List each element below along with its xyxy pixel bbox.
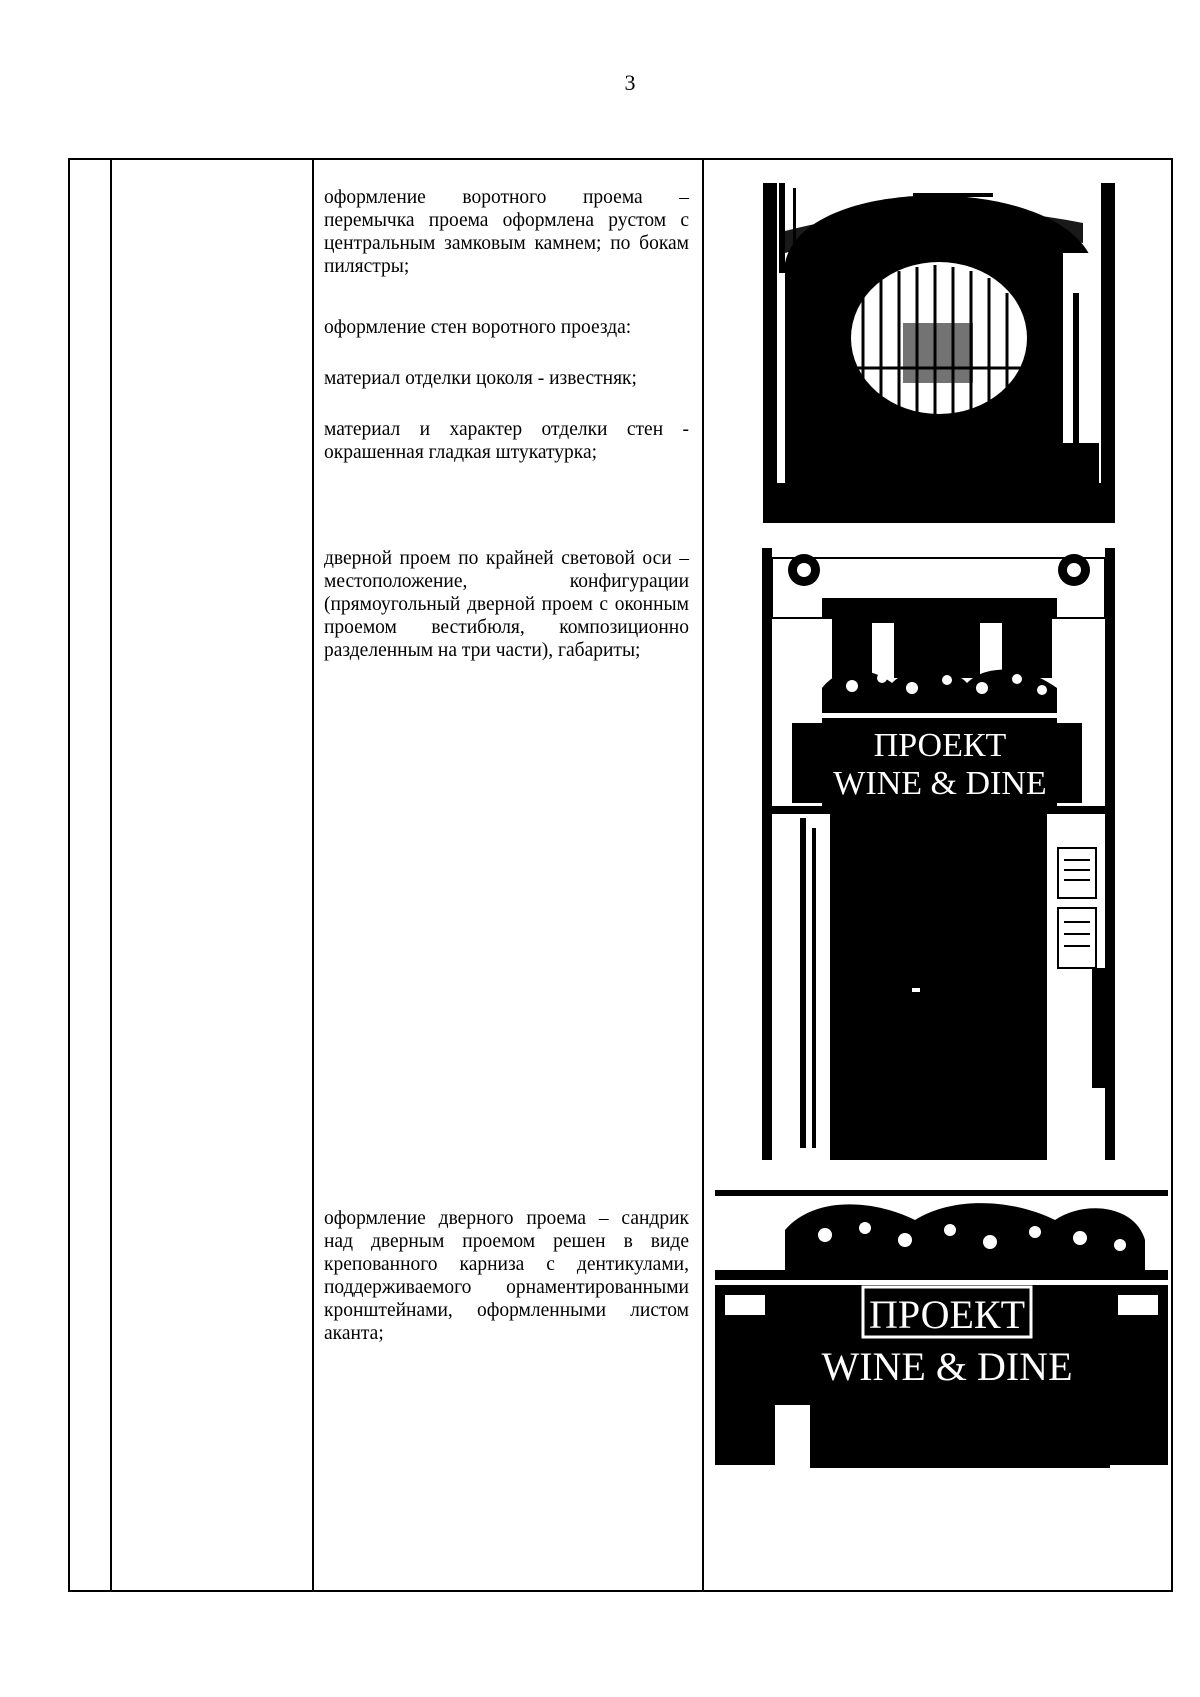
door-opening-text: дверной проем по крайней световой оси – местоположение, конфигурации (прямоугольный дверной проем с оконным проемом вестибюля, композиционно разделенным на три части), габариты; [324,548,689,661]
description-text-block-6 [324,1207,689,1345]
gate-arch-photo [763,183,1115,523]
pediment-photo [715,1190,1168,1468]
description-text-block-2 [324,316,689,339]
pediment-sign-line2: WINE & DINE [821,1344,1073,1389]
description-text-block-3 [324,367,689,390]
door-photo [762,548,1115,1160]
pediment-sign-line1: ПРОЕКТ [868,1292,1026,1337]
plinth-material-text: материал отделки цоколя - известняк; [324,368,637,389]
column-divider-2 [312,160,314,1590]
door-decoration-text: оформление дверного проема – сандрик над дверным проемом решен в виде крепованного карниза с дентикулами, поддерживаемого орнаментированными кронштейнами, оформленными листом аканта; [324,1208,689,1344]
description-text-block-5 [324,547,689,662]
wall-finish-text: материал и характер отделки стен - окрашенная гладкая штукатурка; [324,419,689,463]
column-divider-3 [702,160,704,1590]
gate-walls-text: оформление стен воротного проезда: [324,317,632,338]
description-text-block-4 [324,418,689,464]
column-divider-1 [110,160,112,1590]
door-sign-line2: WINE & DINE [833,765,1047,802]
description-text-block-1 [324,186,689,278]
gate-opening-text: оформление воротного проема – перемычка проема оформлена рустом с центральным замковым камнем; по бокам пилястры; [324,187,689,277]
door-sign-line1: ПРОЕКТ [873,727,1007,764]
page-number: 3 [624,70,636,95]
